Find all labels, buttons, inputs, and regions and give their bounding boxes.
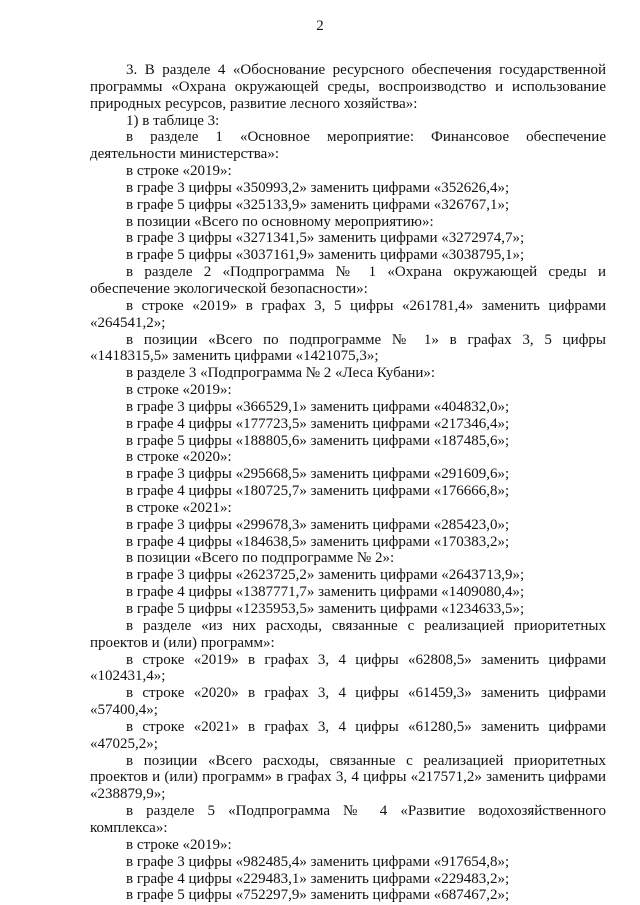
- paragraph-line: в графе 4 цифры «184638,5» заменить цифрами «170383,2»;: [126, 533, 510, 550]
- paragraph-line: в строке «2019»:: [126, 163, 232, 180]
- paragraph-line: в строке «2019» в графах 3, 5 цифры «261781,4» заменить цифрами: [126, 297, 606, 314]
- paragraph-line: в разделе 5 «Подпрограмма № 4 «Развитие водохозяйственного: [126, 803, 606, 820]
- paragraph-line: в разделе 2 «Подпрограмма № 1 «Охрана окружающей среды и: [126, 264, 606, 281]
- paragraph-line: в разделе 3 «Подпрограмма № 2 «Леса Кубани»:: [126, 365, 436, 382]
- paragraph: [90, 753, 606, 804]
- paragraph-line: в графе 4 цифры «1387771,7» заменить цифрами «1409080,4»;: [126, 584, 525, 601]
- paragraph-line: обеспечение экологической безопасности»:: [90, 280, 368, 297]
- paragraph-line: в строке «2020»:: [126, 449, 232, 466]
- paragraph-line: «264541,2»;: [90, 314, 166, 331]
- paragraph-line: «1418315,5» заменить цифрами «1421075,3»;: [90, 348, 379, 365]
- page-number: 2: [316, 18, 324, 34]
- paragraph-line: в графе 3 цифры «295668,5» заменить цифрами «291609,6»;: [126, 466, 510, 483]
- paragraph-line: комплекса»:: [90, 819, 168, 836]
- paragraph-line: в графе 5 цифры «3037161,9» заменить цифрами «3038795,1»;: [126, 247, 525, 264]
- paragraph-line: в строке «2019»:: [126, 836, 232, 853]
- paragraph-line: в графе 5 цифры «752297,9» заменить цифрами «687467,2»;: [126, 887, 510, 904]
- paragraph: [90, 652, 606, 686]
- paragraph-line: в разделе 1 «Основное мероприятие: Финансовое обеспечение: [126, 129, 606, 146]
- paragraph: [90, 129, 606, 163]
- paragraph-line: в разделе «из них расходы, связанные с реализацией приоритетных: [126, 617, 606, 634]
- paragraph: [90, 332, 606, 366]
- paragraph-line: «47025,2»;: [90, 735, 158, 752]
- paragraph-line: в графе 5 цифры «325133,9» заменить цифрами «326767,1»;: [126, 196, 510, 213]
- paragraph: [90, 298, 606, 332]
- paragraph-line: проектов и (или) программ»:: [90, 634, 275, 651]
- paragraph-line: в графе 3 цифры «3271341,5» заменить цифрами «3272974,7»;: [126, 230, 525, 247]
- paragraph-line: природных ресурсов, развитие лесного хозяйства»:: [90, 95, 418, 112]
- paragraph-line: в позиции «Всего расходы, связанные с реализацией приоритетных: [126, 752, 606, 769]
- paragraph-line: в графе 3 цифры «982485,4» заменить цифрами «917654,8»;: [126, 853, 510, 870]
- paragraph-line: в строке «2019» в графах 3, 4 цифры «62808,5» заменить цифрами: [126, 651, 606, 668]
- paragraph: [90, 62, 606, 113]
- paragraph-line: в строке «2021»:: [126, 499, 232, 516]
- paragraph-line: в графе 3 цифры «350993,2» заменить цифрами «352626,4»;: [126, 179, 510, 196]
- paragraph-line: в строке «2021» в графах 3, 4 цифры «61280,5» заменить цифрами: [126, 718, 606, 735]
- paragraph-line: в графе 4 цифры «229483,1» заменить цифрами «229483,2»;: [126, 870, 510, 887]
- paragraph-line: программы «Охрана окружающей среды, воспроизводство и использование: [90, 78, 606, 95]
- paragraph-line: в строке «2019»:: [126, 382, 232, 399]
- paragraph-line: «238879,9»;: [90, 786, 166, 803]
- paragraph-line: в позиции «Всего по основному мероприятию»:: [126, 213, 434, 230]
- paragraph-line: в графе 4 цифры «180725,7» заменить цифрами «176666,8»;: [126, 483, 510, 500]
- paragraph-line: в графе 3 цифры «299678,3» заменить цифрами «285423,0»;: [126, 516, 510, 533]
- paragraph-line: 3. В разделе 4 «Обоснование ресурсного обеспечения государственной: [126, 62, 606, 78]
- paragraph-line: проектов и (или) программ» в графах 3, 4 цифры «217571,2» заменить цифрами: [90, 769, 606, 786]
- paragraph-line: в графе 3 цифры «2623725,2» заменить цифрами «2643713,9»;: [126, 567, 525, 584]
- paragraph-line: в строке «2020» в графах 3, 4 цифры «61459,3» заменить цифрами: [126, 685, 606, 702]
- paragraph: [90, 264, 606, 298]
- paragraph-line: в графе 5 цифры «188805,6» заменить цифрами «187485,6»;: [126, 432, 510, 449]
- paragraph: [90, 685, 606, 719]
- paragraph-line: «57400,4»;: [90, 702, 158, 719]
- paragraph-line: деятельности министерства»:: [90, 146, 279, 163]
- paragraph-line: в графе 5 цифры «1235953,5» заменить цифрами «1234633,5»;: [126, 601, 525, 617]
- paragraph-line: в графе 3 цифры «366529,1» заменить цифрами «404832,0»;: [126, 398, 510, 415]
- paragraph-line: в графе 4 цифры «177723,5» заменить цифрами «217346,4»;: [126, 415, 510, 432]
- paragraph: [90, 803, 606, 837]
- paragraph-line: в позиции «Всего по подпрограмме № 1» в графах 3, 5 цифры: [126, 331, 606, 348]
- paragraph-line: в позиции «Всего по подпрограмме № 2»:: [126, 550, 395, 567]
- document-body: [90, 62, 606, 904]
- paragraph: [90, 618, 606, 652]
- paragraph-line: 1) в таблице 3:: [126, 112, 220, 129]
- paragraph: [90, 719, 606, 753]
- paragraph-line: «102431,4»;: [90, 668, 166, 685]
